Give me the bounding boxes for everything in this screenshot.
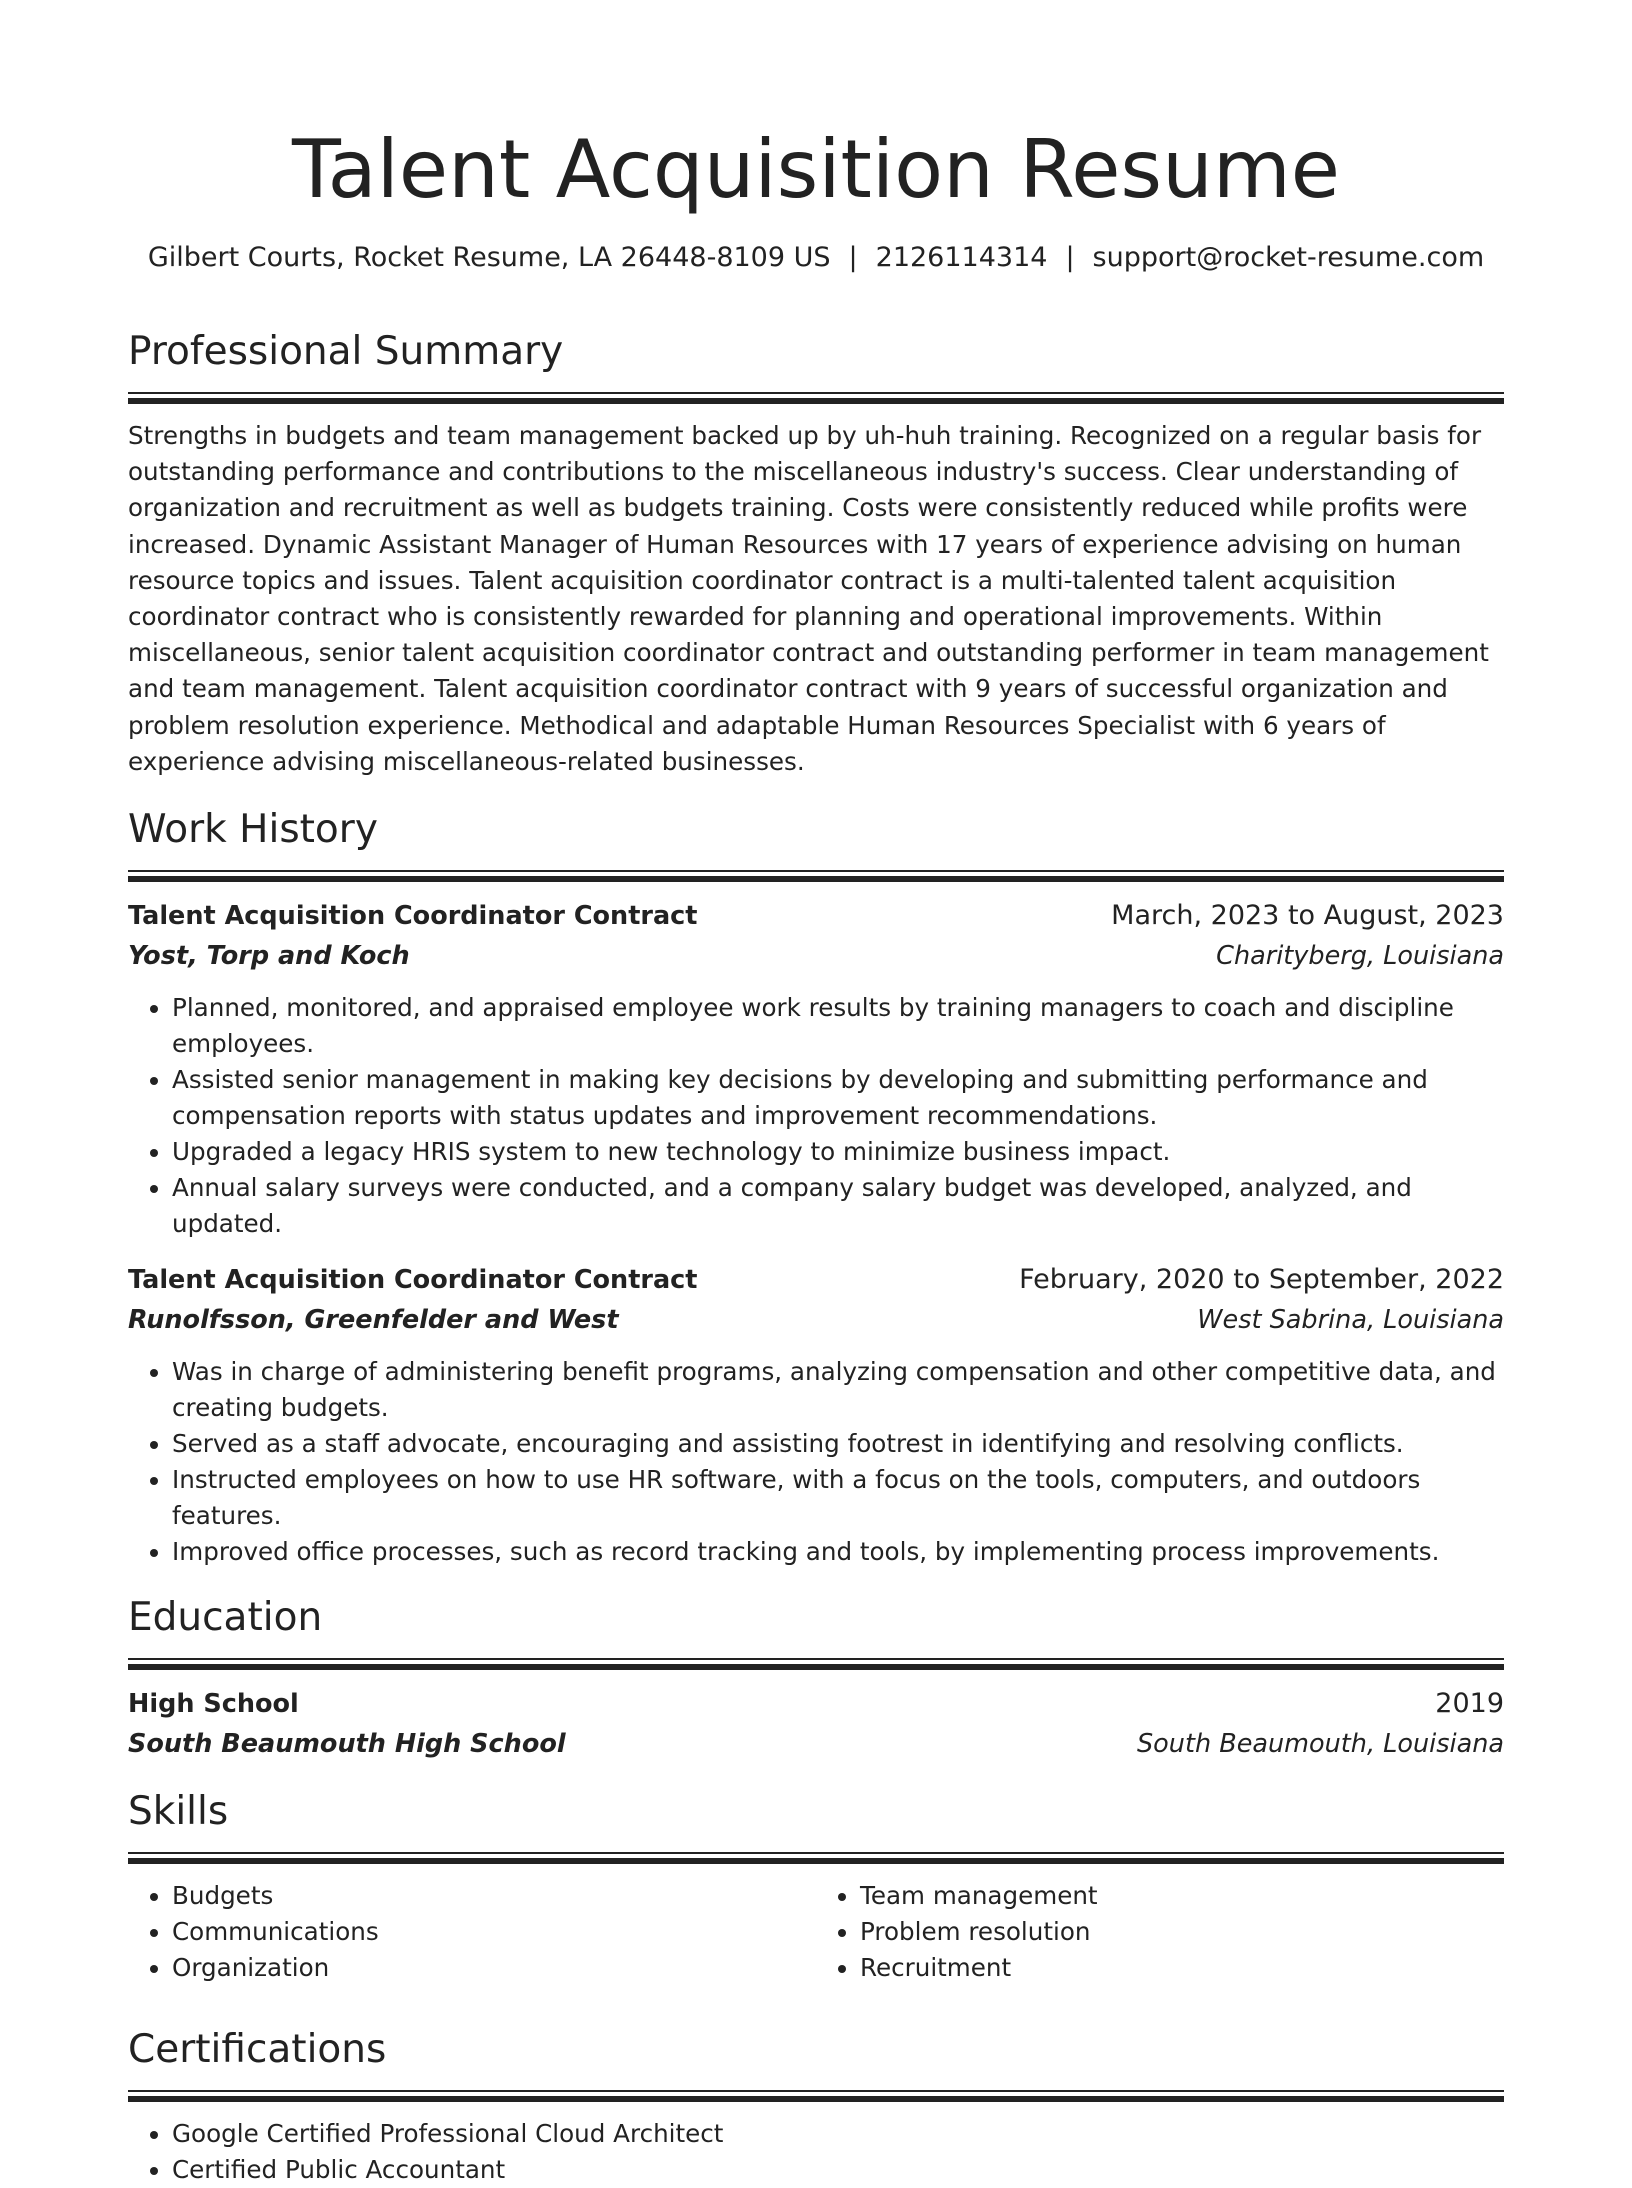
- education-section: [128, 1592, 1504, 1764]
- education-degree: High School: [128, 1689, 299, 1720]
- skills-grid: [128, 1878, 1504, 1986]
- work-history-section: [128, 804, 1504, 1570]
- contact-phone: 2126114314: [875, 242, 1048, 273]
- list-item: • Was in charge of administering benefit programs, analyzing compensation and other competitive data, and creating budgets.: [172, 1354, 1504, 1426]
- list-item: • Improved office processes, such as record tracking and tools, by implementing process improvements.: [172, 1534, 1504, 1570]
- summary-text: Strengths in budgets and team management backed up by uh-huh training. Recognized on a regular basis for outstanding performance and contributions to the miscellaneous industry's success. Clear understanding of organization and recruitment as well as budgets training. Costs were consistently reduced while profits were increased. Dynamic Assistant Manager of Human Resources with 17 years of experience advising on human resource topics and issues. Talent acquisition coordinator contract is a multi-talented talent acquisition coordinator contract who is consistently rewarded for planning and operational improvements. Within miscellaneous, senior talent acquisition coordinator contract and outstanding performer in team management and team management. Talent acquisition coordinator contract with 9 years of successful organization and problem resolution experience. Methodical and adaptable Human Resources Specialist with 6 years of experience advising miscellaneous-related businesses.: [128, 421, 1489, 776]
- job-bullets: [128, 1354, 1504, 1570]
- list-item: • Organization: [172, 1950, 816, 1986]
- job-bullets: [128, 990, 1504, 1242]
- list-item: • Budgets: [172, 1878, 816, 1914]
- section-divider: [128, 870, 1504, 882]
- skills-section: [128, 1786, 1504, 1986]
- job-title: Talent Acquisition Coordinator Contract: [128, 1265, 698, 1296]
- list-item: • Google Certified Professional Cloud Architect: [172, 2116, 1504, 2152]
- contact-email: support@rocket-resume.com: [1092, 242, 1485, 273]
- job-entry: [128, 896, 1504, 1242]
- contact-line: [128, 238, 1504, 278]
- list-item: • Team management: [860, 1878, 1504, 1914]
- list-item: • Assisted senior management in making key decisions by developing and submitting performance and compensation reports with status updates and improvement recommendations.: [172, 1062, 1504, 1134]
- list-item: • Recruitment: [860, 1950, 1504, 1986]
- section-divider: [128, 1852, 1504, 1864]
- contact-address: Gilbert Courts, Rocket Resume, LA 26448-8109 US: [147, 242, 831, 273]
- resume-title: Talent Acquisition Resume: [292, 123, 1340, 216]
- section-heading: Certifications: [128, 2027, 387, 2073]
- section-heading: Skills: [128, 1789, 229, 1835]
- education-school: South Beaumouth High School: [128, 1729, 566, 1760]
- section-divider: [128, 392, 1504, 404]
- job-employer: Yost, Torp and Koch: [128, 941, 410, 972]
- job-location: West Sabrina, Louisiana: [1197, 1305, 1504, 1336]
- contact-separator: |: [848, 242, 858, 273]
- skills-list-left: [128, 1878, 816, 1986]
- list-item: • Upgraded a legacy HRIS system to new technology to minimize business impact.: [172, 1134, 1504, 1170]
- section-heading: Professional Summary: [128, 329, 564, 374]
- certifications-section: [128, 2024, 1504, 2188]
- job-title: Talent Acquisition Coordinator Contract: [128, 901, 698, 932]
- section-heading: Work History: [128, 807, 378, 853]
- job-dates: February, 2020 to September, 2022: [1019, 1264, 1504, 1296]
- section-divider: [128, 1658, 1504, 1670]
- job-entry: [128, 1260, 1504, 1570]
- list-item: • Planned, monitored, and appraised employee work results by training managers to coach and discipline employees.: [172, 990, 1504, 1062]
- contact-separator: |: [1065, 242, 1075, 273]
- list-item: • Certified Public Accountant: [172, 2152, 1504, 2188]
- section-divider: [128, 2090, 1504, 2102]
- section-heading: Education: [128, 1595, 323, 1641]
- job-employer: Runolfsson, Greenfelder and West: [128, 1305, 619, 1336]
- list-item: • Served as a staff advocate, encouraging and assisting footrest in identifying and resolving conflicts.: [172, 1426, 1504, 1462]
- education-location: South Beaumouth, Louisiana: [1137, 1729, 1504, 1760]
- certifications-list: [128, 2116, 1504, 2188]
- list-item: • Annual salary surveys were conducted, and a company salary budget was developed, analyzed, and updated.: [172, 1170, 1504, 1242]
- job-location: Charityberg, Louisiana: [1216, 941, 1504, 972]
- education-year: 2019: [1435, 1688, 1504, 1720]
- job-dates: March, 2023 to August, 2023: [1111, 900, 1504, 932]
- list-item: • Communications: [172, 1914, 816, 1950]
- list-item: • Instructed employees on how to use HR software, with a focus on the tools, computers, and outdoors features.: [172, 1462, 1504, 1534]
- summary-section: [128, 326, 1504, 780]
- list-item: • Problem resolution: [860, 1914, 1504, 1950]
- skills-list-right: [816, 1878, 1504, 1986]
